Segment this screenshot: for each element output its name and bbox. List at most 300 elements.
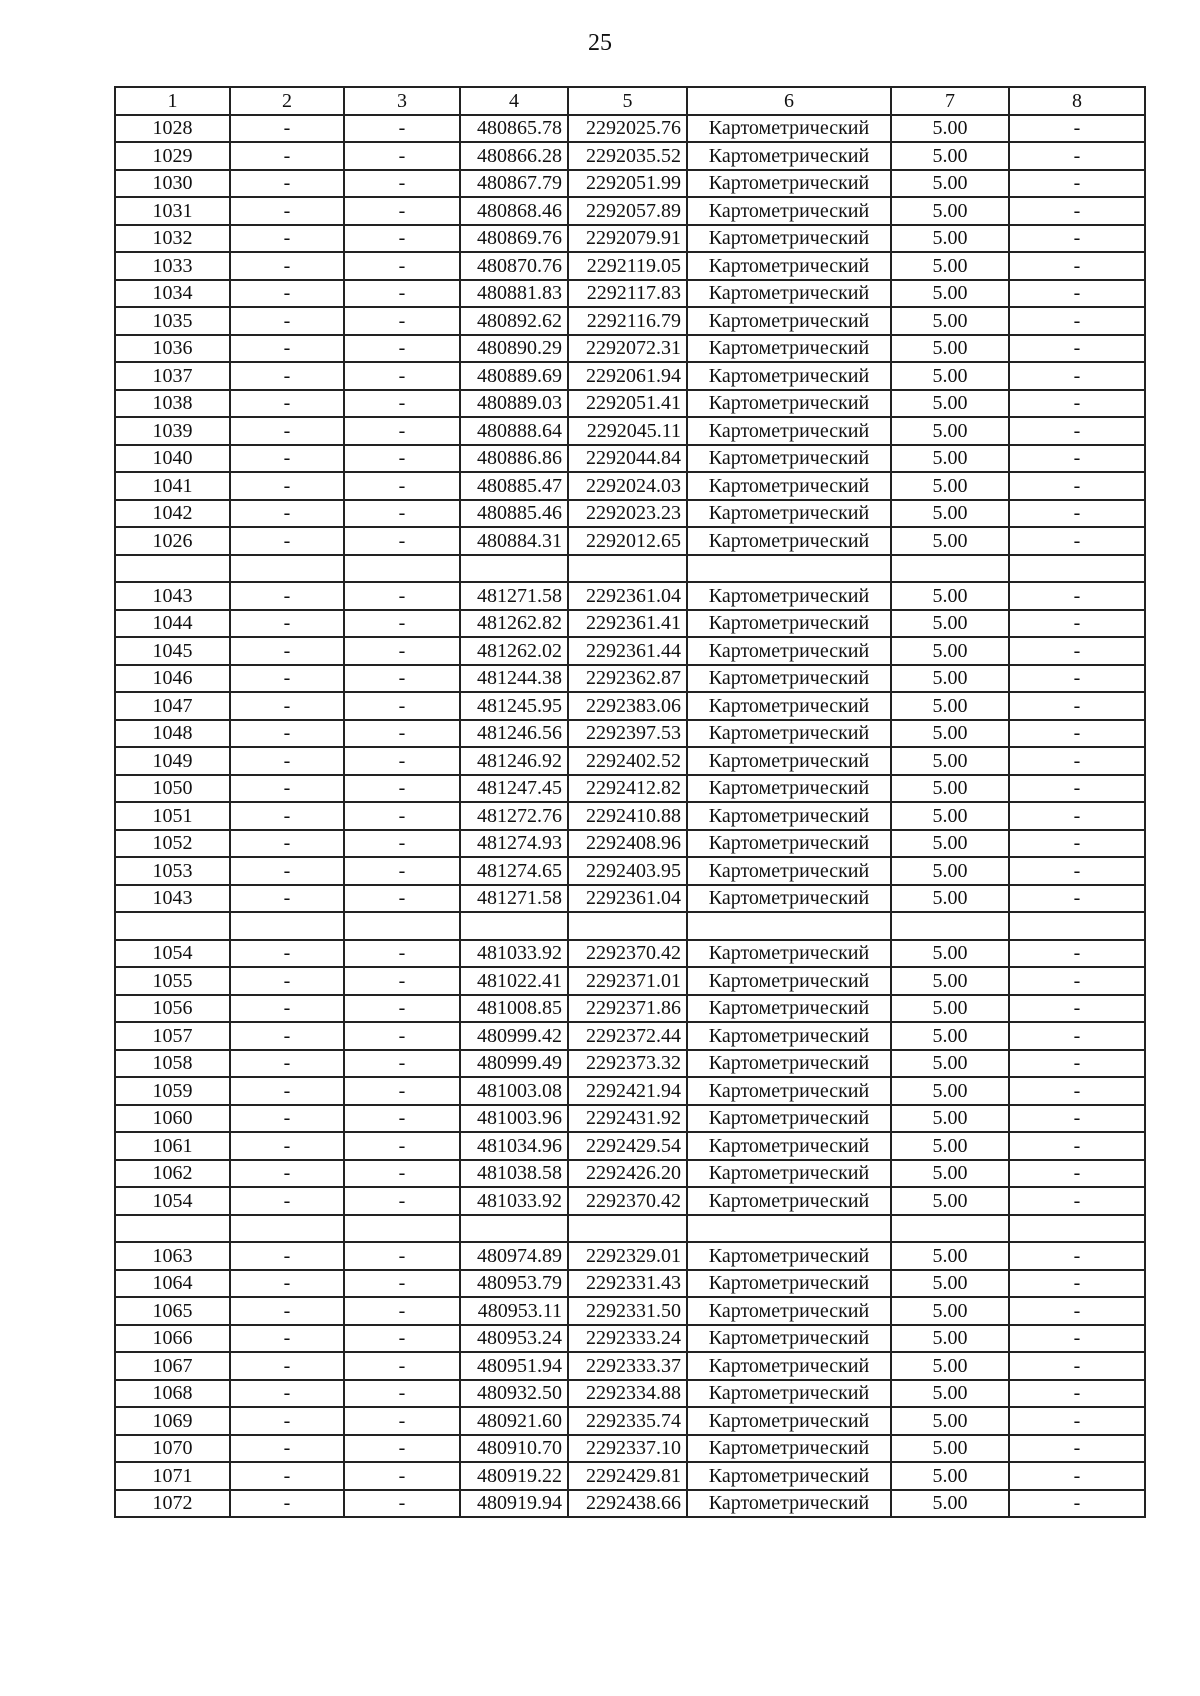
table-cell: -: [1009, 1352, 1145, 1380]
table-cell: 480885.46: [460, 500, 568, 528]
table-cell: 2292023.23: [568, 500, 687, 528]
table-row: [115, 747, 1145, 775]
table-cell: 480869.76: [460, 225, 568, 253]
table-cell: Картометрический: [687, 1380, 891, 1408]
table-cell: 1045: [115, 637, 230, 665]
table-row: [115, 720, 1145, 748]
table-cell: -: [1009, 280, 1145, 308]
table-cell: 1043: [115, 885, 230, 913]
table-row: [115, 1022, 1145, 1050]
table-cell: -: [1009, 115, 1145, 143]
table-cell: -: [230, 830, 344, 858]
table-cell: 2292361.41: [568, 610, 687, 638]
table-cell: 1058: [115, 1050, 230, 1078]
table-cell: -: [1009, 142, 1145, 170]
table-cell: -: [230, 857, 344, 885]
table-cell: 481033.92: [460, 1187, 568, 1215]
table-cell: -: [230, 1105, 344, 1133]
table-cell: -: [1009, 582, 1145, 610]
table-cell: 2292035.52: [568, 142, 687, 170]
table-cell: Картометрический: [687, 747, 891, 775]
table-cell: 481034.96: [460, 1132, 568, 1160]
table-row: [115, 280, 1145, 308]
table-cell: 481022.41: [460, 967, 568, 995]
table-row: [115, 1407, 1145, 1435]
table-cell: -: [230, 280, 344, 308]
table-cell: 480999.42: [460, 1022, 568, 1050]
column-header: 3: [344, 87, 460, 115]
table-cell: -: [230, 995, 344, 1023]
table-body: [115, 115, 1145, 1518]
table-cell: -: [1009, 1462, 1145, 1490]
table-cell: 1041: [115, 472, 230, 500]
table-cell: -: [230, 1160, 344, 1188]
table-cell: 1047: [115, 692, 230, 720]
table-cell: 5.00: [891, 527, 1009, 555]
table-cell: -: [344, 1270, 460, 1298]
table-cell: 481271.58: [460, 582, 568, 610]
table-cell: -: [230, 500, 344, 528]
table-row: [115, 307, 1145, 335]
table-cell: -: [230, 637, 344, 665]
separator-row: [115, 1215, 1145, 1243]
table-cell: -: [230, 197, 344, 225]
table-cell: Картометрический: [687, 775, 891, 803]
table-row: [115, 500, 1145, 528]
table-cell: -: [344, 225, 460, 253]
table-cell: 481272.76: [460, 802, 568, 830]
table-cell: -: [344, 995, 460, 1023]
table-cell: -: [1009, 170, 1145, 198]
table-cell: -: [230, 802, 344, 830]
table-cell: 1036: [115, 335, 230, 363]
table-cell: 480919.22: [460, 1462, 568, 1490]
table-cell: 480881.83: [460, 280, 568, 308]
table-cell: -: [1009, 665, 1145, 693]
table-cell: -: [1009, 445, 1145, 473]
table-cell: -: [344, 582, 460, 610]
table-cell: 5.00: [891, 775, 1009, 803]
table-row: [115, 1435, 1145, 1463]
table-cell: Картометрический: [687, 637, 891, 665]
table-cell: -: [230, 1435, 344, 1463]
table-row: [115, 445, 1145, 473]
empty-cell: [460, 912, 568, 940]
table-cell: -: [230, 1132, 344, 1160]
table-cell: 2292361.04: [568, 885, 687, 913]
table-cell: -: [230, 445, 344, 473]
table-cell: 1070: [115, 1435, 230, 1463]
table-row: [115, 582, 1145, 610]
table-cell: -: [344, 747, 460, 775]
table-cell: -: [1009, 720, 1145, 748]
table-cell: Картометрический: [687, 1435, 891, 1463]
table-row: [115, 1380, 1145, 1408]
table-cell: 1068: [115, 1380, 230, 1408]
table-cell: 5.00: [891, 1352, 1009, 1380]
empty-cell: [1009, 1215, 1145, 1243]
table-cell: -: [344, 720, 460, 748]
table-cell: -: [230, 582, 344, 610]
table-cell: -: [230, 720, 344, 748]
table-cell: -: [230, 1077, 344, 1105]
table-cell: 5.00: [891, 1270, 1009, 1298]
table-cell: 2292371.86: [568, 995, 687, 1023]
table-cell: Картометрический: [687, 1105, 891, 1133]
table-cell: 2292438.66: [568, 1490, 687, 1518]
table-cell: 2292333.24: [568, 1325, 687, 1353]
table-row: [115, 830, 1145, 858]
table-cell: -: [230, 1407, 344, 1435]
table-cell: Картометрический: [687, 1297, 891, 1325]
table-cell: Картометрический: [687, 995, 891, 1023]
table-cell: -: [344, 1105, 460, 1133]
table-cell: 1062: [115, 1160, 230, 1188]
table-row: [115, 197, 1145, 225]
separator-row: [115, 555, 1145, 583]
table-cell: 480884.31: [460, 527, 568, 555]
table-cell: 5.00: [891, 1050, 1009, 1078]
empty-cell: [1009, 555, 1145, 583]
table-cell: -: [344, 170, 460, 198]
table-cell: -: [344, 1352, 460, 1380]
table-row: [115, 1242, 1145, 1270]
table-cell: Картометрический: [687, 665, 891, 693]
table-cell: -: [344, 307, 460, 335]
column-header: 6: [687, 87, 891, 115]
table-cell: Картометрический: [687, 857, 891, 885]
table-cell: -: [344, 500, 460, 528]
table-cell: -: [230, 1270, 344, 1298]
empty-cell: [115, 1215, 230, 1243]
table-cell: 5.00: [891, 582, 1009, 610]
table-cell: 2292072.31: [568, 335, 687, 363]
table-cell: 5.00: [891, 637, 1009, 665]
table-cell: Картометрический: [687, 1325, 891, 1353]
table-row: [115, 1462, 1145, 1490]
table-cell: 1032: [115, 225, 230, 253]
table-cell: -: [344, 362, 460, 390]
table-cell: Картометрический: [687, 362, 891, 390]
table-cell: -: [344, 445, 460, 473]
table-cell: Картометрический: [687, 1352, 891, 1380]
table-cell: -: [344, 857, 460, 885]
table-cell: 2292012.65: [568, 527, 687, 555]
table-cell: 5.00: [891, 115, 1009, 143]
table-cell: -: [344, 197, 460, 225]
empty-cell: [230, 1215, 344, 1243]
table-cell: -: [344, 472, 460, 500]
empty-cell: [1009, 912, 1145, 940]
table-cell: Картометрический: [687, 1407, 891, 1435]
table-cell: 1072: [115, 1490, 230, 1518]
table-cell: 480953.79: [460, 1270, 568, 1298]
column-header: 4: [460, 87, 568, 115]
table-cell: -: [230, 1490, 344, 1518]
table-cell: -: [230, 940, 344, 968]
table-cell: -: [344, 1187, 460, 1215]
table-cell: -: [344, 1242, 460, 1270]
header-row: [115, 87, 1145, 115]
table-cell: -: [1009, 1132, 1145, 1160]
table-cell: -: [1009, 1490, 1145, 1518]
empty-cell: [891, 912, 1009, 940]
column-header: 2: [230, 87, 344, 115]
table-cell: 481245.95: [460, 692, 568, 720]
table-cell: 5.00: [891, 1132, 1009, 1160]
table-cell: -: [1009, 335, 1145, 363]
table-cell: Картометрический: [687, 335, 891, 363]
table-cell: 5.00: [891, 1187, 1009, 1215]
table-row: [115, 1325, 1145, 1353]
table-cell: 1033: [115, 252, 230, 280]
table-cell: Картометрический: [687, 225, 891, 253]
table-cell: 480999.49: [460, 1050, 568, 1078]
table-cell: 480892.62: [460, 307, 568, 335]
table-cell: -: [1009, 967, 1145, 995]
table-cell: -: [1009, 1242, 1145, 1270]
table-cell: -: [230, 665, 344, 693]
table-cell: 5.00: [891, 307, 1009, 335]
table-cell: 1040: [115, 445, 230, 473]
table-cell: -: [230, 307, 344, 335]
column-header: 1: [115, 87, 230, 115]
table-row: [115, 967, 1145, 995]
table-row: [115, 115, 1145, 143]
table-cell: 5.00: [891, 500, 1009, 528]
table-cell: 5.00: [891, 1407, 1009, 1435]
table-cell: -: [1009, 1077, 1145, 1105]
table-row: [115, 1160, 1145, 1188]
table-row: [115, 1105, 1145, 1133]
table-cell: 2292045.11: [568, 417, 687, 445]
table-cell: -: [1009, 857, 1145, 885]
table-cell: Картометрический: [687, 610, 891, 638]
table-cell: -: [1009, 940, 1145, 968]
empty-cell: [891, 555, 1009, 583]
table-row: [115, 142, 1145, 170]
table-row: [115, 527, 1145, 555]
table-cell: 481003.08: [460, 1077, 568, 1105]
table-cell: 2292057.89: [568, 197, 687, 225]
table-cell: 2292024.03: [568, 472, 687, 500]
table-cell: -: [344, 610, 460, 638]
table-cell: -: [230, 252, 344, 280]
table-cell: 2292372.44: [568, 1022, 687, 1050]
empty-cell: [891, 1215, 1009, 1243]
table-cell: 480953.11: [460, 1297, 568, 1325]
table-cell: 2292337.10: [568, 1435, 687, 1463]
table-cell: 5.00: [891, 940, 1009, 968]
table-cell: 5.00: [891, 142, 1009, 170]
table-cell: 5.00: [891, 1380, 1009, 1408]
empty-cell: [687, 912, 891, 940]
table-cell: -: [1009, 747, 1145, 775]
table-cell: 1046: [115, 665, 230, 693]
table-cell: 480919.94: [460, 1490, 568, 1518]
table-cell: 5.00: [891, 390, 1009, 418]
table-cell: -: [1009, 197, 1145, 225]
table-row: [115, 995, 1145, 1023]
table-cell: Картометрический: [687, 967, 891, 995]
table-cell: 480866.28: [460, 142, 568, 170]
empty-cell: [687, 1215, 891, 1243]
table-cell: 1071: [115, 1462, 230, 1490]
table-cell: 480886.86: [460, 445, 568, 473]
table-cell: 1056: [115, 995, 230, 1023]
table-cell: -: [1009, 472, 1145, 500]
table-row: [115, 1270, 1145, 1298]
table-cell: 1064: [115, 1270, 230, 1298]
table-cell: 1037: [115, 362, 230, 390]
table-cell: 1069: [115, 1407, 230, 1435]
table-cell: 1049: [115, 747, 230, 775]
coordinates-table: [114, 86, 1146, 1518]
table-row: [115, 1050, 1145, 1078]
page-number: 25: [588, 30, 612, 56]
table-cell: 1042: [115, 500, 230, 528]
table-cell: 1054: [115, 940, 230, 968]
table-cell: 5.00: [891, 1105, 1009, 1133]
table-row: [115, 252, 1145, 280]
table-cell: 1067: [115, 1352, 230, 1380]
table-cell: Картометрический: [687, 1270, 891, 1298]
table-cell: -: [230, 225, 344, 253]
table-cell: Картометрический: [687, 802, 891, 830]
table-cell: -: [1009, 252, 1145, 280]
table-cell: 5.00: [891, 1077, 1009, 1105]
table-cell: 481008.85: [460, 995, 568, 1023]
table-cell: 480868.46: [460, 197, 568, 225]
table-row: [115, 775, 1145, 803]
table-cell: 2292431.92: [568, 1105, 687, 1133]
table-cell: Картометрический: [687, 390, 891, 418]
column-header: 8: [1009, 87, 1145, 115]
separator-row: [115, 912, 1145, 940]
table-cell: 480951.94: [460, 1352, 568, 1380]
table-cell: Картометрический: [687, 280, 891, 308]
table-cell: -: [230, 1187, 344, 1215]
table-cell: 5.00: [891, 802, 1009, 830]
table-cell: 1038: [115, 390, 230, 418]
table-cell: -: [1009, 1050, 1145, 1078]
table-row: [115, 472, 1145, 500]
table-row: [115, 665, 1145, 693]
table-cell: 1063: [115, 1242, 230, 1270]
table-cell: 2292429.54: [568, 1132, 687, 1160]
empty-cell: [568, 555, 687, 583]
table-cell: 1054: [115, 1187, 230, 1215]
table-cell: 480889.03: [460, 390, 568, 418]
table-cell: -: [230, 335, 344, 363]
table-cell: Картометрический: [687, 940, 891, 968]
table-cell: 5.00: [891, 857, 1009, 885]
table-cell: -: [344, 1132, 460, 1160]
table-cell: 5.00: [891, 830, 1009, 858]
empty-cell: [115, 912, 230, 940]
table-cell: -: [1009, 417, 1145, 445]
table-cell: 2292116.79: [568, 307, 687, 335]
table-cell: -: [344, 1325, 460, 1353]
table-cell: -: [1009, 1380, 1145, 1408]
table-cell: Картометрический: [687, 1160, 891, 1188]
table-cell: 1030: [115, 170, 230, 198]
table-cell: -: [1009, 775, 1145, 803]
table-cell: 2292362.87: [568, 665, 687, 693]
table-row: [115, 1297, 1145, 1325]
table-cell: -: [344, 1490, 460, 1518]
table-cell: -: [344, 280, 460, 308]
table-cell: 2292421.94: [568, 1077, 687, 1105]
table-cell: -: [230, 967, 344, 995]
table-cell: 480889.69: [460, 362, 568, 390]
column-header: 7: [891, 87, 1009, 115]
table-cell: 5.00: [891, 1435, 1009, 1463]
table-cell: -: [230, 610, 344, 638]
table-cell: -: [344, 115, 460, 143]
table-cell: 2292334.88: [568, 1380, 687, 1408]
table-cell: -: [230, 1462, 344, 1490]
empty-cell: [460, 555, 568, 583]
table-cell: 1066: [115, 1325, 230, 1353]
table-cell: Картометрический: [687, 252, 891, 280]
table-cell: 2292410.88: [568, 802, 687, 830]
table-cell: 481262.02: [460, 637, 568, 665]
table-cell: Картометрический: [687, 692, 891, 720]
table-cell: 5.00: [891, 1462, 1009, 1490]
table-cell: -: [344, 1435, 460, 1463]
table-cell: 5.00: [891, 1242, 1009, 1270]
table-cell: 5.00: [891, 1325, 1009, 1353]
empty-cell: [687, 555, 891, 583]
table-cell: -: [230, 527, 344, 555]
empty-cell: [230, 912, 344, 940]
table-cell: -: [230, 362, 344, 390]
table-cell: 2292402.52: [568, 747, 687, 775]
table-cell: -: [344, 1407, 460, 1435]
table-cell: -: [230, 747, 344, 775]
table-cell: Картометрический: [687, 307, 891, 335]
table-cell: -: [344, 665, 460, 693]
table-cell: 1039: [115, 417, 230, 445]
table-cell: 2292044.84: [568, 445, 687, 473]
empty-cell: [344, 1215, 460, 1243]
table-cell: -: [344, 1297, 460, 1325]
table-cell: 2292412.82: [568, 775, 687, 803]
table-cell: -: [1009, 500, 1145, 528]
table-row: [115, 1187, 1145, 1215]
table-cell: 2292051.99: [568, 170, 687, 198]
table-cell: -: [344, 527, 460, 555]
table-cell: -: [344, 637, 460, 665]
table-cell: -: [230, 170, 344, 198]
table-cell: 2292119.05: [568, 252, 687, 280]
table-row: [115, 857, 1145, 885]
table-cell: Картометрический: [687, 1132, 891, 1160]
table-cell: 5.00: [891, 747, 1009, 775]
table-cell: -: [1009, 225, 1145, 253]
table-cell: 5.00: [891, 197, 1009, 225]
empty-cell: [568, 1215, 687, 1243]
table-cell: 1028: [115, 115, 230, 143]
table-cell: Картометрический: [687, 527, 891, 555]
table-cell: -: [230, 692, 344, 720]
table-cell: 5.00: [891, 692, 1009, 720]
table-row: [115, 1077, 1145, 1105]
table-cell: 5.00: [891, 170, 1009, 198]
table-cell: Картометрический: [687, 1187, 891, 1215]
table-cell: Картометрический: [687, 500, 891, 528]
